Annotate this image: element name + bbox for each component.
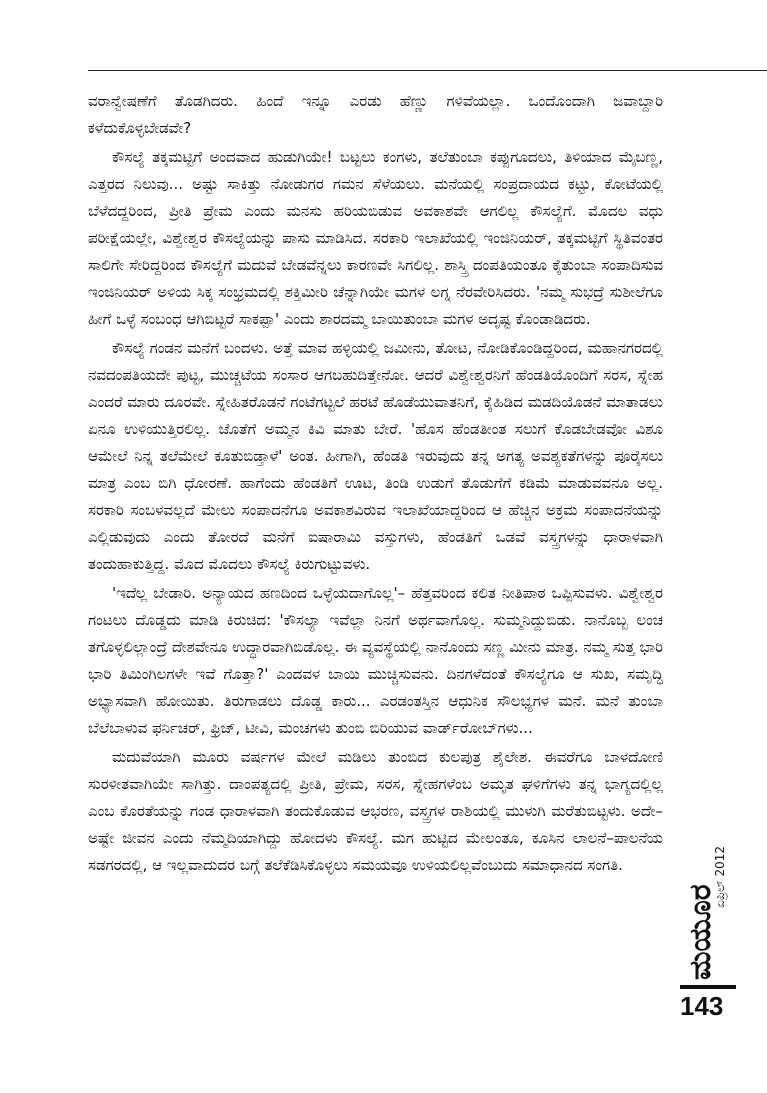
- top-divider: [88, 70, 767, 71]
- magazine-name: ಮಯೂರ: [683, 884, 718, 980]
- issue-date: ಏಪ್ರಿಲ್ 2012: [713, 846, 727, 908]
- paragraph-2: ಕೌಸಲ್ಯೆ ತಕ್ಕಮಟ್ಟಿಗೆ ಅಂದವಾದ ಹುಡುಗಿಯೇ! ಬಟ್ಟಲು ಕಂಗಳು, ತಲೆತುಂಬಾ ಕಪ್ಪುಗೂದಲು, ತಿಳಿಯಾದ ಮೈಬಣ್ಣ, ಎತ್ತರದ ನಿಲುವು... ಅಷ್ಟು ಸಾಕಿತ್ತು ನೋಡುಗರ ಗಮನ ಸೆಳೆಯಲು. ಮನೆಯಲ್ಲಿ ಸಂಪ್ರದಾಯದ ಕಟ್ಟು, ಕೋಟೆಯಲ್ಲಿ ಬೆಳೆದದ್ದರಿಂದ, ಪ್ರೀತಿ ಪ್ರೇಮ ಎಂದು ಮನಸು ಹರಿಯಬಿಡುವ ಅವಕಾಶವೇ ಆಗಲಿಲ್ಲ ಕೌಸಲ್ಯೆಗೆ. ಮೊದಲ ವಧು ಪರೀಕ್ಷೆಯಲ್ಲೇ, ವಿಶ್ವೇಶ್ವರ ಕೌಸಲ್ಯೆಯನ್ನು ಪಾಸು ಮಾಡಿಸಿದ. ಸರಕಾರಿ ಇಲಾಖೆಯಲ್ಲಿ ಇಂಜಿನಿಯರ್, ತಕ್ಕಮಟ್ಟಿಗೆ ಸ್ಥಿತಿವಂತರ ಸಾಲಿಗೇ ಸೇರಿದ್ದರಿಂದ ಕೌಸಲ್ಯೆಗೆ ಮದುವೆ ಬೇಡವೆನ್ನಲು ಕಾರಣವೇ ಸಿಗಲಿಲ್ಲ. ಶಾಸ್ತ್ರಿ ದಂಪತಿಯಂತೂ ಕೈತುಂಬಾ ಸಂಪಾದಿಸುವ ಇಂಜಿನಿಯರ್ ಅಳಿಯ ಸಿಕ್ಕ ಸಂಭ್ರಮದಲ್ಲಿ ಶಕ್ತಿಮೀರಿ ಚೆನ್ನಾಗಿಯೇ ಮಗಳ ಲಗ್ನ ನೆರವೇರಿಸಿದರು. 'ನಮ್ಮ ಸುಭದ್ರೆ ಸುಶೀಲೆಗೂ ಹೀಗೆ ಒಳ್ಳೆ ಸಂಬಂಧ ಆಗಿಬಿಟ್ಟರೆ ಸಾಕಪ್ಪಾ' ಎಂದು ಶಾರದಮ್ಮ ಬಾಯಿತುಂಬಾ ಮಗಳ ಅದೃಷ್ಟ ಕೊಂಡಾಡಿದರು.: [88, 148, 663, 328]
- paragraph-4: 'ಇದೆಲ್ಲ ಬೇಡಾರಿ. ಅನ್ಯಾಯದ ಹಣದಿಂದ ಒಳ್ಳೆಯದಾಗೊಲ್ಲ'– ಹೆತ್ತವರಿಂದ ಕಲಿತ ನೀತಿಪಾಠ ಒಪ್ಪಿಸುವಳು. ವಿಶ್ವೇಶ್ವರ ಗಂಟಲು ದೊಡ್ಡದು ಮಾಡಿ ಕಿರುಚಿದ: 'ಕೌಸಲ್ಯಾ ಇವೆಲ್ಲಾ ನಿನಗೆ ಅರ್ಥವಾಗೊಲ್ಲ. ಸುಮ್ಮನಿದ್ದುಬಿಡು. ನಾನೊಬ್ಬ ಲಂಚ ತಗೊಳ್ಳಲಿಲ್ಲಾಂದ್ರೆ ದೇಶವೇನೂ ಉದ್ಧಾರವಾಗಿಬಿಡೊಲ್ಲ. ಈ ವ್ಯವಸ್ಥೆಯಲ್ಲಿ ನಾನೊಂದು ಸಣ್ಣ ಮೀನು ಮಾತ್ರ. ನಮ್ಮ ಸುತ್ತ ಭಾರಿ ಭಾರಿ ತಿಮಿಂಗಿಲಗಳೇ ಇವೆ ಗೊತ್ತಾ?' ಎಂದವಳ ಬಾಯಿ ಮುಚ್ಚಿಸುವನು. ದಿನಗಳೆದಂತೆ ಕೌಸಲ್ಯೆಗೂ ಆ ಸುಖ, ಸಮೃದ್ಧಿ ಅಭ್ಯಾಸವಾಗಿ ಹೋಯಿತು. ತಿರುಗಾಡಲು ದೊಡ್ಡ ಕಾರು... ಎರಡಂತಸ್ತಿನ ಆಧುನಿಕ ಸೌಲಭ್ಯಗಳ ಮನೆ. ಮನೆ ತುಂಬಾ ಬೆಲೆಬಾಳುವ ಫರ್ನಿಚರ್, ಫ್ರಿಜ್, ಟೀವಿ, ಮಂಚಗಳು ತುಂಬಿ ಬಿರಿಯುವ ವಾರ್ಡ್‌ರೋಬ್‌ಗಳು...: [88, 584, 663, 737]
- article-column: [88, 88, 663, 881]
- paragraph-5: ಮದುವೆಯಾಗಿ ಮೂರು ವರ್ಷಗಳ ಮೇಲೆ ಮಡಿಲು ತುಂಬಿದ ಕುಲಪುತ್ರ ಶೈಲೇಶ. ಈವರೆಗೂ ಬಾಳದೋಣಿ ಸುರಳೀತವಾಗಿಯೇ ಸಾಗಿತ್ತು. ದಾಂಪತ್ಯದಲ್ಲಿ ಪ್ರೀತಿ, ಪ್ರೇಮ, ಸರಸ, ಸ್ನೇಹಗಳೆಂಬ ಅಮೃತ ಘಳಿಗೆಗಳು ತನ್ನ ಭಾಗ್ಯದಲ್ಲಿಲ್ಲ ಎಂಬ ಕೊರತೆಯನ್ನು ಗಂಡ ಧಾರಾಳವಾಗಿ ತಂದುಕೊಡುವ ಆಭರಣ, ವಸ್ತ್ರಗಳ ರಾಶಿಯಲ್ಲಿ ಮುಳುಗಿ ಮರೆತುಬಿಟ್ಟಳು. ಅದೇ–ಅಷ್ಟೇ ಜೀವನ ಎಂದು ನೆಮ್ಮದಿಯಾಗಿದ್ದು ಹೋದಳು ಕೌಸಲ್ಯೆ. ಮಗ ಹುಟ್ಟಿದ ಮೇಲಂತೂ, ಕೂಸಿನ ಲಾಲನೆ–ಪಾಲನೆಯ ಸಡಗರದಲ್ಲಿ, ಆ ಇಲ್ಲವಾದುದರ ಬಗ್ಗೆ ತಲೆಕೆಡಿಸಿಕೊಳ್ಳಲು ಸಮಯವೂ ಉಳಿಯಲಿಲ್ಲವೆಂಬುದು ಸಮಾಧಾನದ ಸಂಗತಿ.: [88, 748, 663, 874]
- page-number: 143: [680, 991, 724, 1021]
- page-number-rule: [680, 985, 736, 989]
- paragraph-3: ಕೌಸಲ್ಯೆ ಗಂಡನ ಮನೆಗೆ ಬಂದಳು. ಅತ್ತೆ ಮಾವ ಹಳ್ಳಿಯಲ್ಲಿ ಜಮೀನು, ತೋಟ, ನೋಡಿಕೊಂಡಿದ್ದರಿಂದ, ಮಹಾನಗರದಲ್ಲಿ ನವದಂಪತಿಯದೇ ಪುಟ್ಟ, ಮುಚ್ಚಟೆಯ ಸಂಸಾರ ಆಗಬಹುದಿತ್ತೇನೋ. ಆದರೆ ವಿಶ್ವೇಶ್ವರನಿಗೆ ಹೆಂಡತಿಯೊಂದಿಗೆ ಸರಸ, ಸ್ನೇಹ ಎಂದರೆ ಮಾರು ದೂರವೇ. ಸ್ನೇಹಿತರೊಡನೆ ಗಂಟೆಗಟ್ಟಲೆ ಹರಟೆ ಹೊಡೆಯುವಾತನಿಗೆ, ಕೈಹಿಡಿದ ಮಡದಿಯೊಡನೆ ಮಾತಾಡಲು ಏನೂ ಉಳಿಯುತ್ತಿರಲಿಲ್ಲ. ಜೊತೆಗೆ ಅಮ್ಮನ ಕಿವಿ ಮಾತು ಬೇರೆ. 'ಹೊಸ ಹೆಂಡತೀಂತ ಸಲುಗೆ ಕೊಡಬೇಡವೋ ವಿಶೂ ಆಮೇಲೆ ನಿನ್ನ ತಲೆಮೇಲೆ ಕೂತುಬಿಡ್ತಾಳೆ' ಅಂತ. ಹೀಗಾಗಿ, ಹೆಂಡತಿ ಇರುವುದು ತನ್ನ ಅಗತ್ಯ ಅವಶ್ಯಕತೆಗಳನ್ನು ಪೂರೈಸಲು ಮಾತ್ರ ಎಂಬ ಬಿಗಿ ಧೋರಣೆ. ಹಾಗೆಂದು ಹೆಂಡತಿಗೆ ಊಟ, ತಿಂಡಿ ಉಡುಗೆ ತೊಡುಗೆಗೆ ಕಡಿಮೆ ಮಾಡುವವನೂ ಅಲ್ಲ. ಸರಕಾರಿ ಸಂಬಳವಲ್ಲದೆ ಮೇಲು ಸಂಪಾದನೆಗೂ ಅವಕಾಶವಿರುವ ಇಲಾಖೆಯಾದ್ದರಿಂದ ಆ ಹೆಚ್ಚಿನ ಅಕ್ರಮ ಸಂಪಾದನೆಯನ್ನು ಎಲ್ಲಿಡುವುದು ಎಂದು ತೋರದೆ ಮನೆಗೆ ಐಷಾರಾಮಿ ವಸ್ತುಗಳು, ಹೆಂಡತಿಗೆ ಒಡವೆ ವಸ್ತ್ರಗಳನ್ನು ಧಾರಾಳವಾಗಿ ತಂದುಹಾಕುತ್ತಿದ್ದ. ಮೊದ ಮೊದಲು ಕೌಸಲ್ಯೆ ಕಿರುಗುಟ್ಟುವಳು.: [88, 339, 663, 573]
- masthead-rotated: [676, 820, 736, 985]
- magazine-masthead: [676, 820, 736, 985]
- paragraph-1: ವರಾನ್ವೇಷಣೆಗೆ ತೊಡಗಿದರು. ಹಿಂದೆ ಇನ್ನೂ ಎರಡು ಹೆಣ್ಣು ಗಳಿವೆಯಲ್ಲಾ. ಒಂದೊಂದಾಗಿ ಜವಾಬ್ದಾರಿ ಕಳೆದುಕೊಳ್ಳಬೇಡವೇ?: [88, 92, 663, 137]
